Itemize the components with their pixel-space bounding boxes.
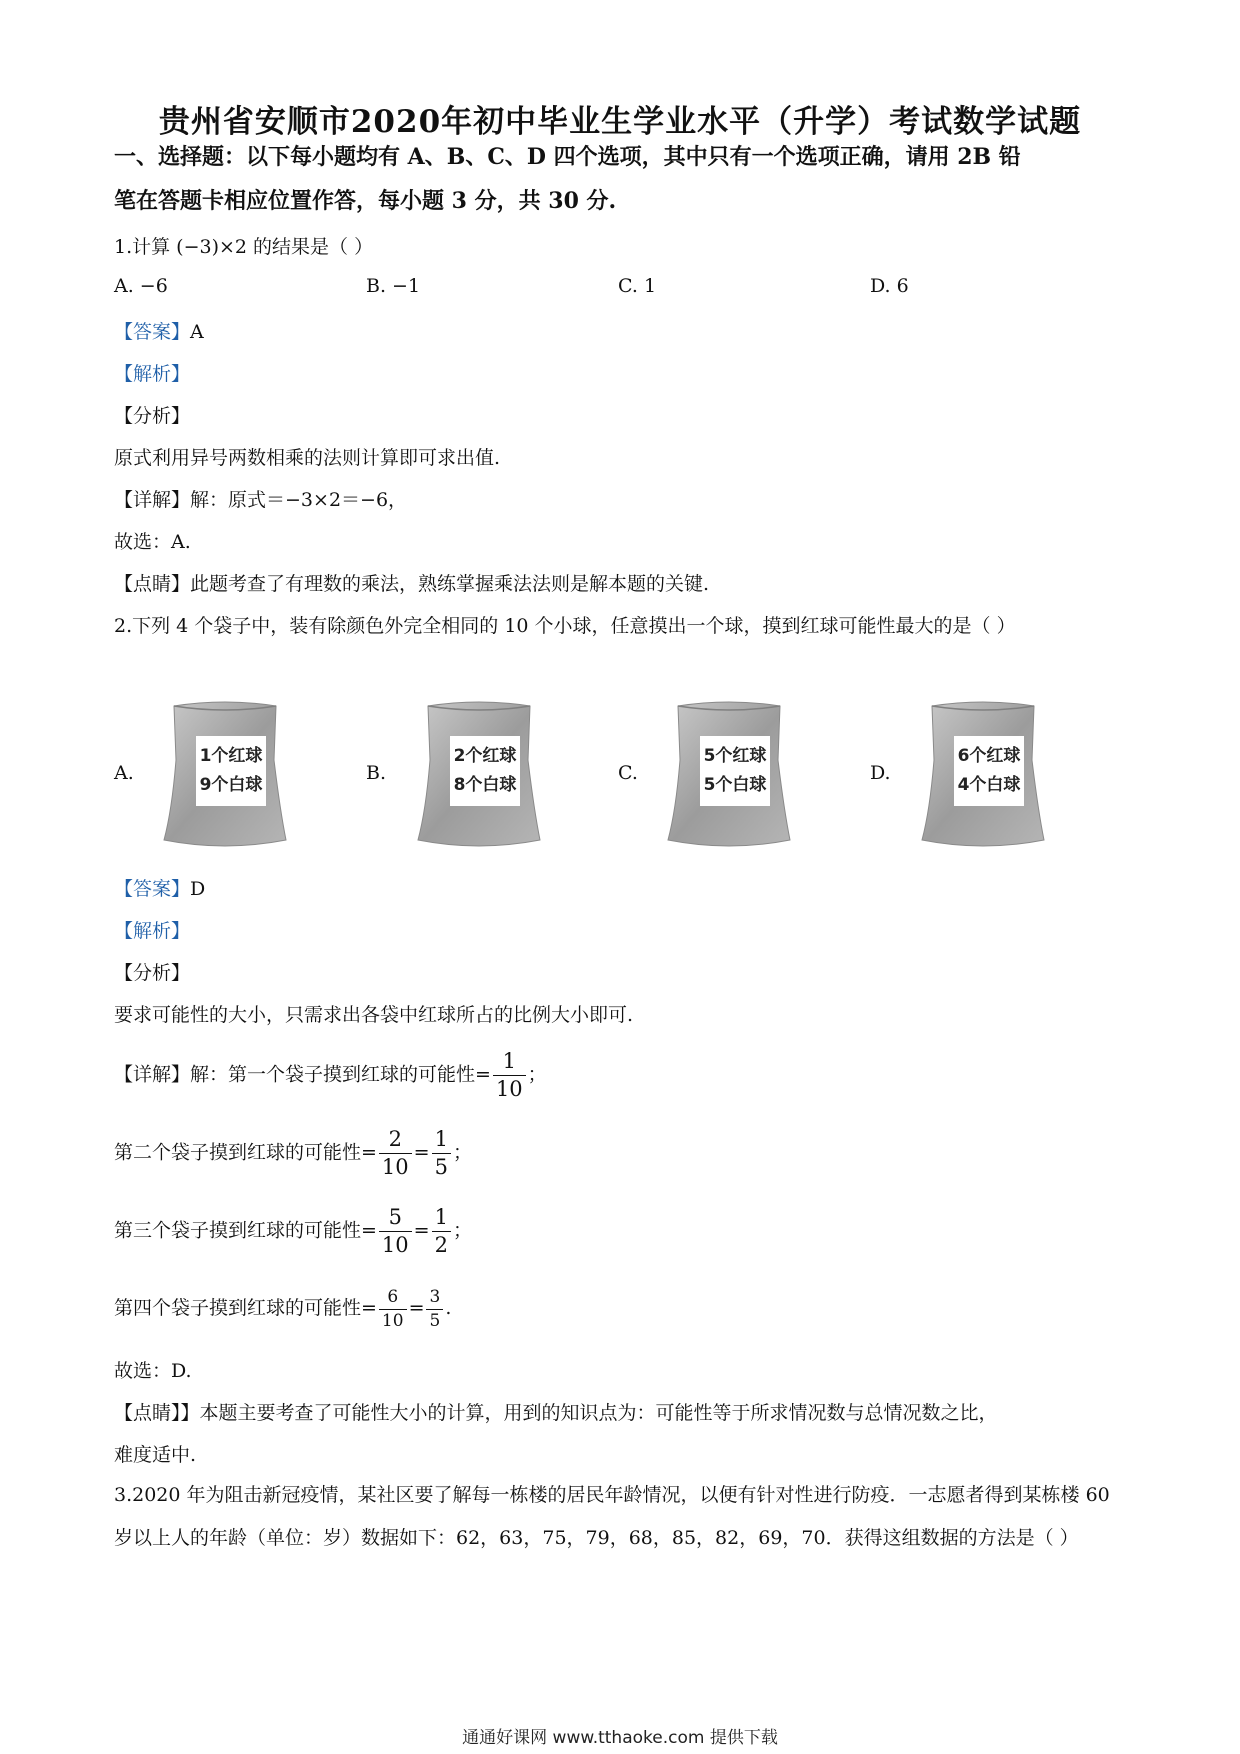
fraction-1-10	[493, 1050, 526, 1101]
fraction-denominator: 10	[381, 1310, 404, 1331]
section-heading-line2: 笔在答题卡相应位置作答，每小题 3 分，共 30 分.	[114, 188, 617, 214]
dianjing-tag: 【点睛】】	[114, 1402, 200, 1424]
equals-sign: =	[413, 1219, 430, 1242]
q1-fenxi-text: 原式利用异号两数相乘的法则计算即可求出值.	[114, 447, 501, 469]
q1-answer-line	[114, 317, 204, 344]
period: .	[445, 1297, 452, 1320]
footer-source: 通通好课网 www.tthaoke.com 提供下载	[462, 1728, 778, 1748]
q2-dianjing-text2: 难度适中.	[114, 1444, 197, 1466]
fraction-5-10	[379, 1206, 412, 1257]
q1-option-b: B. −1	[366, 275, 421, 297]
fenxi-tag: 【分析】	[114, 405, 191, 427]
fraction-numerator: 3	[426, 1288, 443, 1310]
fraction-denominator: 5	[434, 1155, 448, 1180]
q2-jiexi-line	[114, 916, 190, 943]
q2-fenxi-line	[114, 958, 190, 985]
answer-tag: 【答案】	[114, 878, 191, 900]
dianjing-tag: 【点睛】	[114, 573, 191, 595]
fraction-denominator: 10	[381, 1155, 409, 1180]
q1-option-a: A. −6	[114, 275, 168, 297]
jiexi-tag: 【解析】	[114, 920, 191, 942]
q1-xiangjie-line	[114, 485, 407, 512]
semicolon: ；	[527, 1063, 547, 1086]
q1-xiangjie-text: 解：原式＝−3×2＝−6，	[190, 489, 408, 511]
jiexi-tag: 【解析】	[114, 363, 191, 385]
q2-line4-text: 第四个袋子摸到红球的可能性=	[114, 1297, 377, 1320]
fenxi-tag: 【分析】	[114, 962, 191, 984]
q1-answer-value: A	[190, 321, 204, 343]
q2-bag-c-image	[666, 700, 792, 850]
q2-answer-line	[114, 874, 205, 901]
q2-option-b-letter: B.	[366, 762, 387, 784]
q1-option-d: D. 6	[870, 275, 909, 297]
q2-line3	[114, 1206, 472, 1257]
semicolon: ；	[452, 1219, 472, 1242]
fraction-numerator: 1	[432, 1128, 451, 1154]
fraction-numerator: 1	[493, 1050, 526, 1076]
q1-fenxi-line	[114, 401, 190, 428]
q2-bag-a-image	[162, 700, 288, 850]
semicolon: ；	[452, 1141, 472, 1164]
q2-option-d-letter: D.	[870, 762, 891, 784]
q1-choose: 故选：A.	[114, 531, 191, 553]
equals-sign: =	[413, 1141, 430, 1164]
q2-bag-b-red: 2个红球	[453, 746, 517, 766]
fraction-denominator: 10	[495, 1077, 523, 1102]
q3-stem: 3.2020 年为阻击新冠疫情，某社区要了解每一栋楼的居民年龄情况，以便有针对性进行防疫．一志愿者得到某栋楼 60 岁以上人的年龄（单位：岁）数据如下：62，63，75，79，68，85，82，69，70．获得这组数据的方法是（ ）	[114, 1484, 1110, 1549]
q2-bag-d-red: 6个红球	[957, 746, 1021, 766]
fraction-6-10	[379, 1288, 407, 1330]
fraction-numerator: 1	[432, 1206, 451, 1232]
fraction-numerator: 6	[379, 1288, 407, 1310]
q2-dianjing-line	[114, 1398, 998, 1425]
q2-line3-text: 第三个袋子摸到红球的可能性=	[114, 1219, 377, 1242]
q2-line4	[114, 1288, 451, 1330]
page-title: 贵州省安顺市2020年初中毕业生学业水平（升学）考试数学试题	[158, 104, 1082, 140]
q2-answer-value: D	[190, 878, 206, 900]
q1-option-c: C. 1	[618, 275, 657, 297]
fraction-3-5	[426, 1288, 443, 1330]
equals-sign: =	[408, 1297, 425, 1320]
q2-fenxi-text: 要求可能性的大小，只需求出各袋中红球所占的比例大小即可.	[114, 1004, 634, 1026]
fraction-2-10	[379, 1128, 412, 1179]
q2-bag-c-red: 5个红球	[703, 746, 767, 766]
q2-bag-b-white: 8个白球	[453, 775, 517, 795]
q2-bag-b-card	[450, 736, 520, 806]
q2-bag-d-card	[954, 736, 1024, 806]
q2-line2-text: 第二个袋子摸到红球的可能性=	[114, 1141, 377, 1164]
q2-xiangjie-line	[114, 1050, 547, 1101]
q2-bag-a-red: 1个红球	[199, 746, 263, 766]
q1-stem: 1.计算 (−3)×2 的结果是（ ）	[114, 236, 374, 258]
q2-dianjing-text: 本题主要考查了可能性大小的计算，用到的知识点为：可能性等于所求情况数与总情况数之比，	[199, 1402, 998, 1424]
q2-option-a-letter: A.	[114, 762, 134, 784]
answer-tag: 【答案】	[114, 321, 191, 343]
q2-stem: 2.下列 4 个袋子中，装有除颜色外完全相同的 10 个小球，任意摸出一个球，摸到红球可能性最大的是（ ）	[114, 615, 1016, 637]
fraction-numerator: 2	[379, 1128, 412, 1154]
q2-bag-c-card	[700, 736, 770, 806]
q1-dianjing-text: 此题考查了有理数的乘法，熟练掌握乘法法则是解本题的关键.	[190, 573, 710, 595]
fraction-1-2	[432, 1206, 451, 1257]
q1-jiexi-line	[114, 359, 190, 386]
q2-line2	[114, 1128, 472, 1179]
q2-bag-d-image	[920, 700, 1046, 850]
q2-bag-a-white: 9个白球	[199, 775, 263, 795]
fraction-denominator: 2	[434, 1233, 448, 1258]
fraction-denominator: 5	[429, 1310, 441, 1331]
xiangjie-tag: 【详解】	[114, 1063, 191, 1086]
q2-bag-c-white: 5个白球	[703, 775, 767, 795]
q2-xiangjie-text: 解：第一个袋子摸到红球的可能性=	[190, 1063, 491, 1086]
fraction-1-5	[432, 1128, 451, 1179]
xiangjie-tag: 【详解】	[114, 489, 191, 511]
fraction-numerator: 5	[379, 1206, 412, 1232]
q2-bag-a-card	[196, 736, 266, 806]
q2-choose: 故选：D.	[114, 1360, 192, 1382]
fraction-denominator: 10	[381, 1233, 409, 1258]
q2-option-c-letter: C.	[618, 762, 638, 784]
q1-dianjing-line	[114, 569, 709, 596]
q2-bag-b-image	[416, 700, 542, 850]
section-heading-line1: 一、选择题：以下每小题均有 A、B、C、D 四个选项，其中只有一个选项正确，请用 2B 铅	[114, 144, 1021, 170]
q2-bag-d-white: 4个白球	[957, 775, 1021, 795]
